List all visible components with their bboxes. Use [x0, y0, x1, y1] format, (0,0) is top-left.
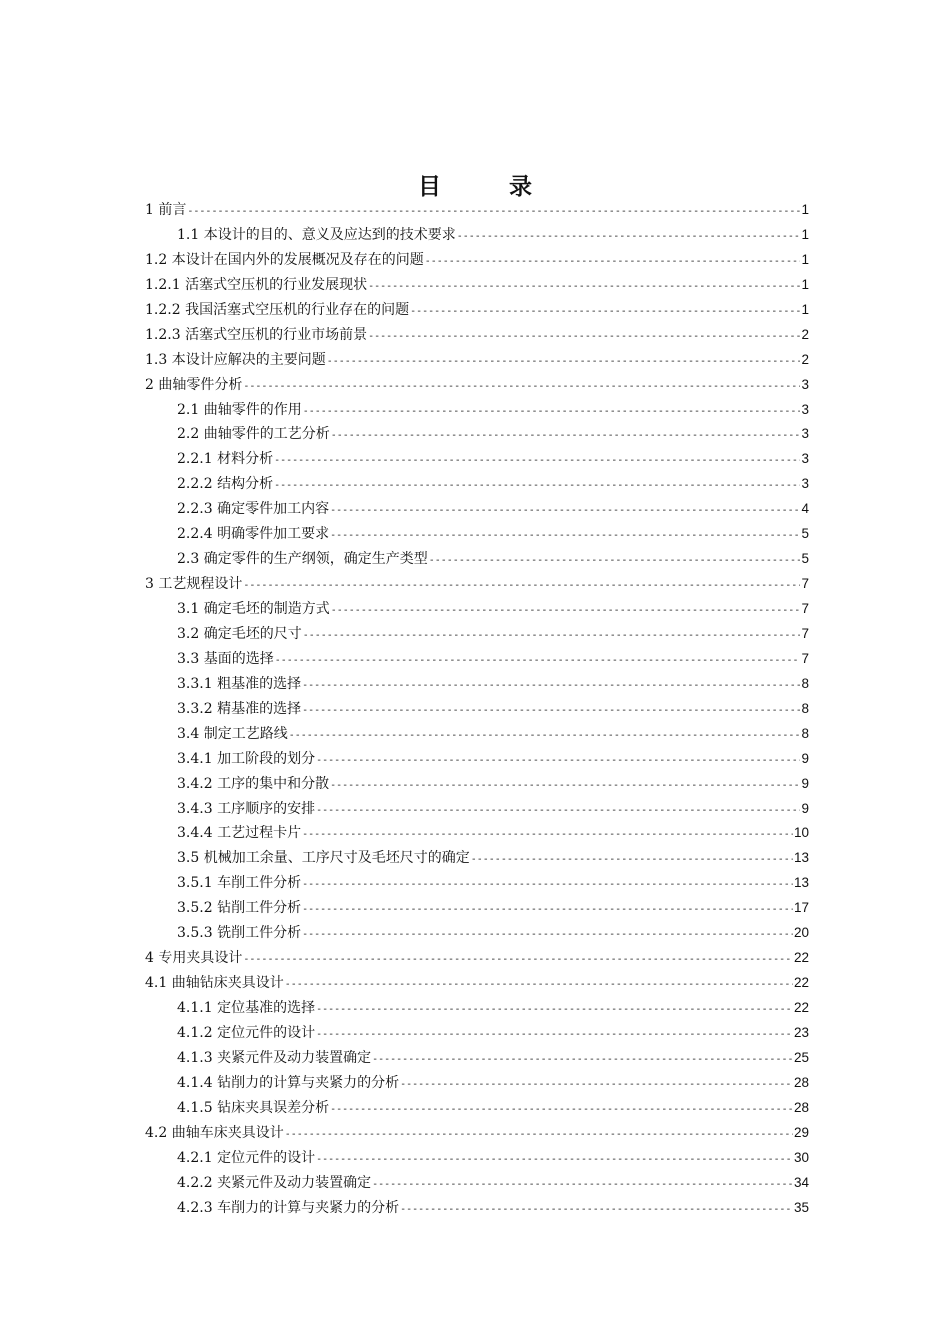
toc-entry [145, 921, 809, 946]
toc-entry-label: 3.4.3 工序顺序的安排 [177, 800, 316, 817]
toc-entry-label: 2 曲轴零件分析 [145, 376, 243, 393]
toc-entry-page: 1 [801, 226, 809, 242]
toc-entry-page: 23 [793, 1024, 809, 1040]
toc-dot-leader [275, 649, 801, 674]
toc-dot-leader [285, 973, 793, 998]
toc-dot-leader [327, 350, 801, 375]
toc-entry-label: 3.5.2 钻削工件分析 [177, 900, 302, 917]
toc-entry-label: 4.1.5 钻床夹具误差分析 [177, 1099, 330, 1116]
toc-dot-leader [330, 499, 800, 524]
toc-entry-label: 2.2 曲轴零件的工艺分析 [177, 426, 330, 443]
toc-entry-label: 3.3.2 精基准的选择 [177, 700, 302, 717]
toc-dot-leader [316, 799, 800, 824]
toc-entry [145, 697, 809, 722]
toc-dot-leader [187, 200, 800, 225]
toc-dot-leader [316, 1148, 793, 1173]
toc-entry [145, 497, 809, 522]
toc-dot-leader [303, 400, 801, 425]
toc-entry [145, 447, 809, 472]
toc-entry-page: 5 [801, 551, 809, 567]
toc-entry-page: 34 [793, 1174, 809, 1190]
toc-entry [145, 547, 809, 572]
toc-entry-page: 4 [801, 501, 809, 517]
toc-dot-leader [429, 549, 801, 574]
toc-entry-label: 2.1 曲轴零件的作用 [177, 401, 302, 418]
toc-entry-label: 3.3 基面的选择 [177, 650, 274, 667]
toc-dot-leader [302, 923, 793, 948]
toc-entry [145, 971, 809, 996]
toc-entry-page: 2 [801, 326, 809, 342]
toc-entry [145, 797, 809, 822]
toc-entry-label: 3.4.1 加工阶段的划分 [177, 750, 316, 767]
toc-dot-leader [457, 225, 801, 250]
toc-entry-page: 8 [801, 700, 809, 716]
toc-entry-label: 3 工艺规程设计 [145, 576, 243, 593]
toc-entry-page: 17 [793, 900, 809, 916]
toc-entry-page: 1 [801, 251, 809, 267]
toc-dot-leader [302, 674, 800, 699]
toc-entry-page: 7 [801, 625, 809, 641]
toc-entry [145, 373, 809, 398]
toc-entry-label: 3.4 制定工艺路线 [177, 725, 288, 742]
toc-entry [145, 846, 809, 871]
toc-dot-leader [316, 1023, 793, 1048]
toc-entry-page: 1 [801, 301, 809, 317]
toc-entry-label: 3.2 确定毛坯的尺寸 [177, 625, 302, 642]
toc-entry-label: 3.1 确定毛坯的制造方式 [177, 601, 330, 617]
toc-dot-leader [368, 325, 800, 350]
toc-entry-label: 4.1.2 定位元件的设计 [177, 1024, 316, 1041]
toc-entry-page: 8 [801, 725, 809, 741]
toc-entry [145, 1196, 809, 1221]
toc-entry [145, 348, 809, 373]
toc-entry-page: 1 [801, 276, 809, 292]
toc-entry-page: 28 [793, 1099, 809, 1115]
toc-entry-label: 4.2.2 夹紧元件及动力装置确定 [177, 1174, 372, 1191]
toc-entry [145, 946, 809, 971]
toc-entry-page: 2 [801, 351, 809, 367]
toc-entry [145, 422, 809, 447]
toc-entry-page: 3 [801, 451, 809, 467]
toc-entry-label: 2.2.2 结构分析 [177, 476, 274, 493]
toc-title: 目 录 [417, 174, 562, 200]
toc-entry [145, 747, 809, 772]
toc-entry-label: 1.2.2 我国活塞式空压机的行业存在的问题 [145, 301, 410, 318]
toc-dot-leader [243, 574, 800, 599]
toc-entry-page: 28 [793, 1074, 809, 1090]
toc-entry-label: 2.2.4 明确零件加工要求 [177, 526, 330, 543]
toc-entry [145, 273, 809, 298]
toc-entry [145, 871, 809, 896]
toc-dot-leader [372, 1048, 793, 1073]
toc-dot-leader [303, 624, 801, 649]
toc-dot-leader [274, 474, 800, 499]
toc-entry-page: 7 [801, 576, 809, 592]
toc-entry [145, 522, 809, 547]
toc-dot-leader [302, 873, 793, 898]
toc-entry [145, 896, 809, 921]
toc-entry-page: 22 [793, 950, 809, 966]
toc-entry [145, 597, 809, 622]
toc-entry-page: 13 [793, 875, 809, 891]
toc-dot-leader [425, 250, 801, 275]
toc-entry-page: 29 [793, 1124, 809, 1140]
table-of-contents [145, 198, 809, 1220]
toc-dot-leader [471, 848, 793, 873]
toc-entry-page: 22 [793, 975, 809, 991]
toc-entry [145, 223, 809, 248]
toc-dot-leader [316, 998, 793, 1023]
toc-dot-leader [368, 275, 800, 300]
toc-entry-page: 8 [801, 675, 809, 691]
toc-entry [145, 323, 809, 348]
toc-entry [145, 1146, 809, 1171]
toc-entry-page: 7 [801, 650, 809, 666]
toc-entry [145, 772, 809, 797]
toc-dot-leader [331, 424, 801, 449]
toc-entry [145, 996, 809, 1021]
toc-entry-label: 4.1 曲轴钻床夹具设计 [145, 975, 284, 992]
toc-dot-leader [400, 1198, 793, 1223]
toc-dot-leader [330, 774, 800, 799]
toc-entry-page: 9 [801, 800, 809, 816]
toc-entry-label: 4 专用夹具设计 [145, 950, 243, 967]
toc-entry-page: 3 [801, 376, 809, 392]
toc-entry-label: 3.5 机械加工余量、工序尺寸及毛坯尺寸的确定 [177, 850, 470, 867]
toc-entry [145, 298, 809, 323]
toc-dot-leader [243, 948, 793, 973]
toc-entry-page: 5 [801, 526, 809, 542]
toc-entry-page: 9 [801, 750, 809, 766]
toc-entry-label: 1.1 本设计的目的、意义及应达到的技术要求 [177, 226, 456, 243]
toc-entry [145, 198, 809, 223]
toc-entry-label: 4.1.3 夹紧元件及动力装置确定 [177, 1049, 372, 1066]
toc-entry-label: 4.2.3 车削力的计算与夹紧力的分析 [177, 1199, 400, 1216]
toc-entry-page: 3 [801, 426, 809, 442]
toc-entry [145, 1021, 809, 1046]
toc-entry-label: 3.4.2 工序的集中和分散 [177, 775, 330, 792]
toc-entry-page: 25 [793, 1049, 809, 1065]
toc-entry-page: 20 [793, 925, 809, 941]
toc-entry-label: 4.1.4 钻削力的计算与夹紧力的分析 [177, 1074, 400, 1091]
toc-entry-label: 2.2.1 材料分析 [177, 451, 274, 468]
toc-dot-leader [289, 724, 801, 749]
toc-entry-label: 3.3.1 粗基准的选择 [177, 675, 302, 692]
toc-dot-leader [302, 823, 793, 848]
toc-entry [145, 647, 809, 672]
toc-dot-leader [330, 524, 800, 549]
toc-entry-label: 1.2.1 活塞式空压机的行业发展现状 [145, 276, 368, 293]
toc-entry [145, 722, 809, 747]
toc-entry-page: 13 [793, 850, 809, 866]
toc-dot-leader [330, 1098, 793, 1123]
toc-dot-leader [331, 599, 801, 624]
toc-dot-leader [410, 300, 800, 325]
toc-entry-label: 1.3 本设计应解决的主要问题 [145, 351, 326, 368]
toc-entry-label: 2.2.3 确定零件加工内容 [177, 501, 330, 518]
toc-entry [145, 622, 809, 647]
toc-dot-leader [372, 1173, 793, 1198]
toc-entry [145, 1171, 809, 1196]
toc-entry-label: 4.1.1 定位基准的选择 [177, 1000, 316, 1016]
toc-entry-label: 1 前言 [145, 202, 187, 218]
toc-entry-label: 1.2 本设计在国内外的发展概况及存在的问题 [145, 251, 424, 268]
toc-dot-leader [302, 898, 793, 923]
toc-entry-label: 4.2.1 定位元件的设计 [177, 1149, 316, 1166]
toc-entry [145, 1046, 809, 1071]
toc-entry-page: 30 [793, 1149, 809, 1165]
toc-dot-leader [316, 749, 800, 774]
toc-entry-page: 3 [801, 401, 809, 417]
toc-entry-page: 3 [801, 476, 809, 492]
toc-entry-label: 3.5.1 车削工件分析 [177, 875, 302, 892]
toc-entry-label: 3.4.4 工艺过程卡片 [177, 825, 302, 842]
toc-entry-page: 7 [801, 601, 809, 616]
toc-entry-page: 9 [801, 775, 809, 791]
toc-entry [145, 398, 809, 423]
toc-entry [145, 472, 809, 497]
toc-entry-page: 1 [801, 202, 809, 217]
toc-dot-leader [274, 449, 800, 474]
toc-dot-leader [302, 699, 800, 724]
toc-entry-label: 4.2 曲轴车床夹具设计 [145, 1124, 284, 1141]
toc-entry [145, 1071, 809, 1096]
toc-entry [145, 248, 809, 273]
toc-entry [145, 821, 809, 846]
toc-entry [145, 1096, 809, 1121]
toc-entry-label: 1.2.3 活塞式空压机的行业市场前景 [145, 326, 368, 343]
toc-entry [145, 572, 809, 597]
toc-dot-leader [243, 375, 800, 400]
toc-entry-label: 2.3 确定零件的生产纲领，确定生产类型 [177, 551, 428, 568]
toc-dot-leader [285, 1123, 793, 1148]
toc-entry-page: 10 [793, 825, 809, 841]
toc-entry [145, 1121, 809, 1146]
toc-entry-label: 3.5.3 铣削工件分析 [177, 925, 302, 942]
toc-entry-page: 35 [793, 1199, 809, 1215]
toc-entry [145, 672, 809, 697]
toc-dot-leader [400, 1073, 793, 1098]
toc-entry-page: 22 [793, 1000, 809, 1015]
